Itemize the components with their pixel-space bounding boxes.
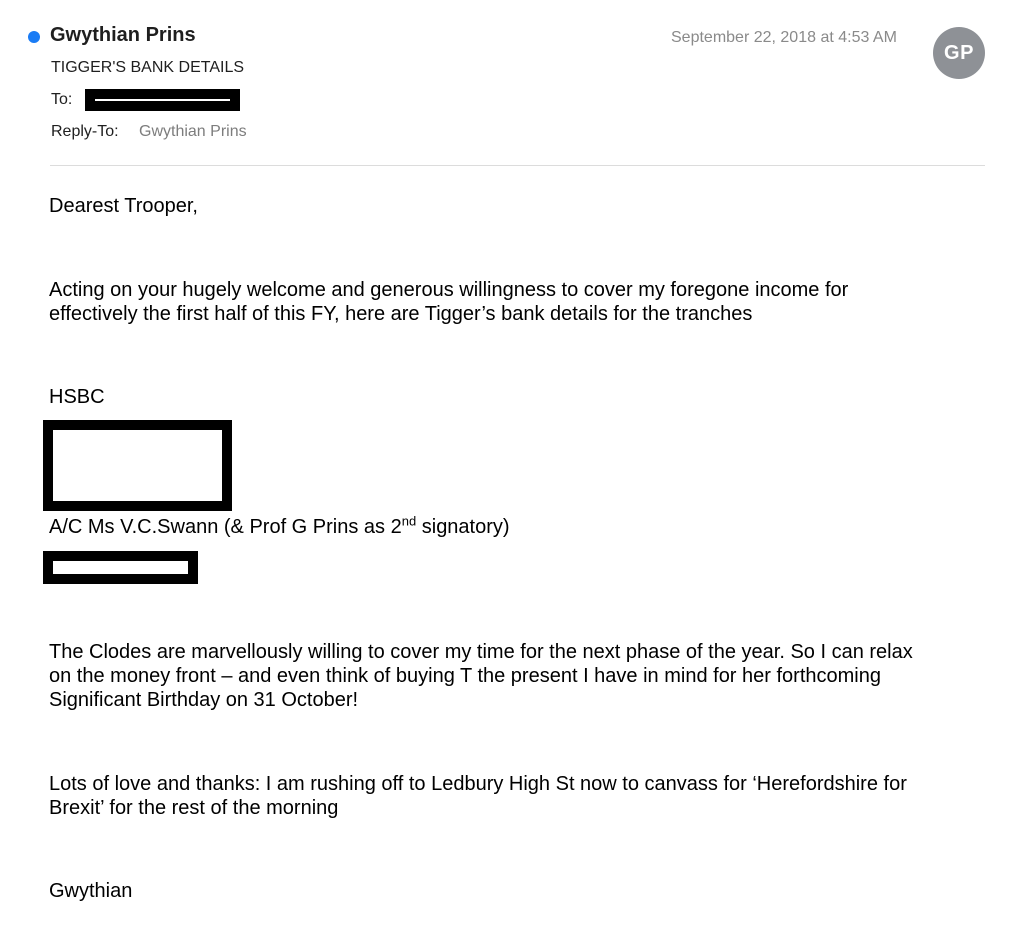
header-divider bbox=[50, 165, 985, 166]
paragraph-line: The Clodes are marvellously willing to cover my time for the next phase of the year. So I can relax bbox=[49, 641, 913, 663]
paragraph-line: Acting on your hugely welcome and generous willingness to cover my foregone income for bbox=[49, 279, 849, 301]
reply-to-label: Reply-To: bbox=[51, 123, 119, 140]
paragraph-line: Lots of love and thanks: I am rushing off to Ledbury High St now to canvass for ‘Herefordshire for bbox=[49, 773, 907, 795]
subject: TIGGER'S BANK DETAILS bbox=[51, 59, 245, 76]
account-superscript: nd bbox=[401, 513, 417, 529]
paragraph-line: on the money front – and even think of buying T the present I have in mind for her forthcoming bbox=[49, 665, 881, 687]
bank-name: HSBC bbox=[49, 386, 105, 408]
unread-indicator-icon bbox=[28, 31, 40, 43]
greeting: Dearest Trooper, bbox=[49, 195, 198, 217]
paragraph-line: effectively the first half of this FY, here are Tigger’s bank details for the tranches bbox=[49, 303, 753, 325]
to-label: To: bbox=[51, 91, 73, 108]
account-holder bbox=[49, 515, 510, 539]
reply-to-address[interactable]: Gwythian Prins bbox=[139, 123, 247, 140]
sender-name[interactable]: Gwythian Prins bbox=[50, 24, 196, 46]
account-text: A/C Ms V.C.Swann (& Prof G Prins as 2 bbox=[49, 516, 402, 538]
account-text-end: signatory) bbox=[416, 516, 510, 538]
redacted-recipient bbox=[85, 89, 240, 111]
redacted-account-number bbox=[43, 551, 198, 584]
redacted-bank-details bbox=[43, 420, 232, 511]
paragraph-line: Brexit’ for the rest of the morning bbox=[49, 797, 339, 819]
message-header bbox=[0, 0, 1024, 170]
paragraph-line: Significant Birthday on 31 October! bbox=[49, 689, 359, 711]
sender-avatar[interactable]: GP bbox=[933, 27, 985, 79]
message-date: September 22, 2018 at 4:53 AM bbox=[671, 29, 897, 46]
signoff: Gwythian bbox=[49, 880, 133, 902]
